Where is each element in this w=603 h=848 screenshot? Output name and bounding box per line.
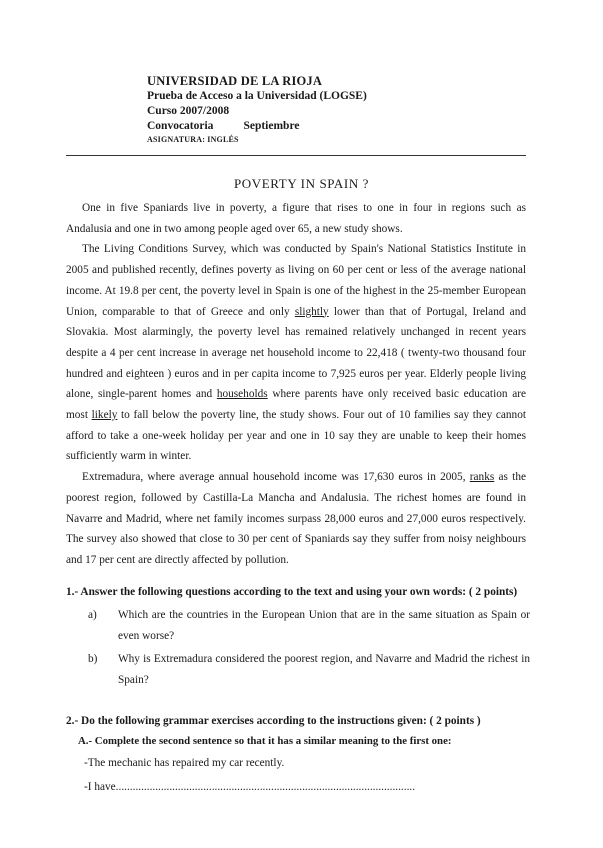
paragraph-1: One in five Spaniards live in poverty, a figure that rises to one in four in regions such as Andalusia and one in two among people aged over 65, a new study shows. — [66, 202, 526, 235]
exam-header — [147, 74, 447, 146]
question-item — [66, 649, 530, 690]
underlined-word: likely — [91, 409, 118, 422]
text-title: POVERTY IN SPAIN ? — [233, 176, 370, 191]
question-text: Why is Extremadura considered the poorest region, and Navarre and Madrid the richest in Spain? — [118, 653, 530, 686]
course-year: Curso 2007/2008 — [147, 105, 230, 117]
question-2-heading: 2.- Do the following grammar exercises according to the instructions given: ( 2 points ) — [66, 715, 481, 727]
underlined-word: slightly — [294, 305, 329, 318]
exercise-sentence: -The mechanic has repaired my car recently. — [84, 757, 285, 769]
exercise-a-heading: A.- Complete the second sentence so that it has a similar meaning to the first one: — [78, 735, 452, 747]
question-section-2 — [66, 711, 530, 799]
exam-call — [147, 119, 447, 134]
question-letter: b) — [88, 653, 98, 665]
question-item — [66, 605, 530, 646]
university-name: UNIVERSIDAD DE LA RIOJA — [147, 74, 323, 88]
header-divider — [66, 155, 526, 156]
question-section-1 — [66, 582, 530, 690]
call-month: Septiembre — [243, 120, 300, 132]
reading-text — [66, 198, 526, 571]
exam-name: Prueba de Acceso a la Universidad (LOGSE) — [147, 90, 367, 102]
call-label: Convocatoria — [147, 120, 214, 132]
underlined-word: households — [216, 388, 268, 401]
subject-label: ASIGNATURA: INGLÉS — [147, 135, 239, 144]
question-1-heading: 1.- Answer the following questions according to the text and using your own words: ( 2 points) — [66, 586, 518, 598]
paragraph-2: The Living Conditions Survey, which was conducted by Spain's National Statistics Institute in 2005 and published recently, defines poverty as living on 60 per cent or less of the average national income. At 19.8 per cent, the poverty level in Spain is one of the highest in the 25-member European Union, comparable to that of Greece and only slightly lower than that of Portugal, Ireland and Slovakia. Most alarmingly, the poverty level has remained relatively unchanged in recent years despite a 4 per cent increase in average net household income to 22,418 ( twenty-two thousand four hundred and eighteen ) euros and in per capita income to 7,925 euros per year. Elderly people living alone, single-parent homes and households where parents have only received basic education are most likely to fall below the poverty line, the study shows. Four out of 10 families say they cannot afford to take a one-week holiday per year and one in 10 say they are unable to keep their homes sufficiently warm in winter. — [66, 243, 526, 463]
exercise-answer-line: -I have.......................................................................................................... — [84, 781, 416, 793]
underlined-word: ranks — [469, 471, 495, 484]
question-letter: a) — [88, 609, 97, 621]
paragraph-3: Extremadura, where average annual household income was 17,630 euros in 2005, ranks as the poorest region, followed by Castilla-La Mancha and Andalusia. The richest homes are found in Navarre and Madrid, where net family incomes surpass 28,000 euros and 27,000 euros respectively. The survey also showed that close to 30 per cent of Spaniards say they suffer from noisy neighbours and 17 per cent are directly affected by pollution. — [66, 471, 526, 566]
question-text: Which are the countries in the European Union that are in the same situation as Spain or even worse? — [118, 609, 530, 642]
